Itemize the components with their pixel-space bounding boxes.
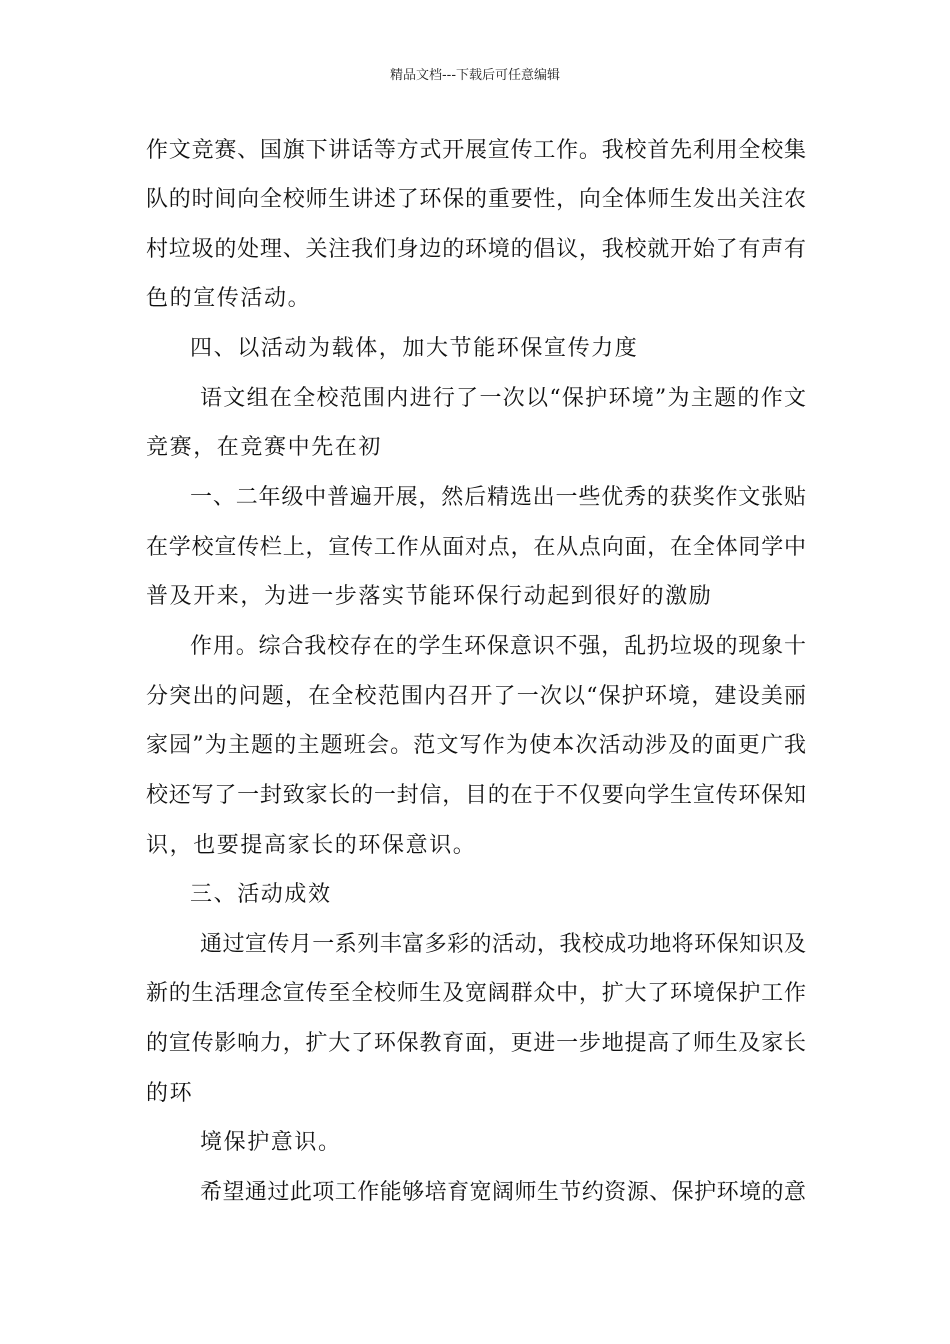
section-heading: 四、以活动为载体，加大节能环保宣传力度 xyxy=(190,336,639,361)
text-line: 识，也要提高家长的环保意识。 xyxy=(146,833,477,858)
text-line: 作文竞赛、国旗下讲话等方式开展宣传工作。我校首先利用全校集 xyxy=(146,138,806,163)
page-header: 精品文档---下载后可任意编辑 xyxy=(389,68,561,83)
text-line: 在学校宣传栏上，宣传工作从面对点，在从点向面，在全体同学中 xyxy=(146,535,806,560)
text-line: 家园”为主题的主题班会。范文写作为使本次活动涉及的面更广我 xyxy=(146,733,806,758)
text-line: 境保护意识。 xyxy=(200,1130,342,1155)
text-line: 队的时间向全校师生讲述了环保的重要性，向全体师生发出关注农 xyxy=(146,187,806,212)
text-line: 一、二年级中普遍开展，然后精选出一些优秀的获奖作文张贴 xyxy=(190,485,806,510)
text-line: 分突出的问题，在全校范围内召开了一次以“保护环境，建设美丽 xyxy=(146,684,806,709)
text-line: 的环 xyxy=(146,1081,194,1106)
section-heading: 三、活动成效 xyxy=(190,882,332,907)
text-line: 的宣传影响力，扩大了环保教育面，更进一步地提高了师生及家长 xyxy=(146,1031,806,1056)
text-line: 希望通过此项工作能够培育宽阔师生节约资源、保护环境的意 xyxy=(200,1180,806,1205)
text-line: 竞赛，在竞赛中先在初 xyxy=(146,435,383,460)
text-line: 语文组在全校范围内进行了一次以“保护环境”为主题的作文 xyxy=(200,386,806,411)
text-line: 村垃圾的处理、关注我们身边的环境的倡议，我校就开始了有声有 xyxy=(146,237,806,262)
text-line: 色的宣传活动。 xyxy=(146,286,312,311)
text-line: 新的生活理念宣传至全校师生及宽阔群众中，扩大了环境保护工作 xyxy=(146,981,806,1006)
text-line: 校还写了一封致家长的一封信，目的在于不仅要向学生宣传环保知 xyxy=(146,783,806,808)
text-line: 作用。综合我校存在的学生环保意识不强，乱扔垃圾的现象十 xyxy=(190,634,806,659)
text-line: 普及开来，为进一步落实节能环保行动起到很好的激励 xyxy=(146,584,713,609)
text-line: 通过宣传月一系列丰富多彩的活动，我校成功地将环保知识及 xyxy=(200,932,806,957)
